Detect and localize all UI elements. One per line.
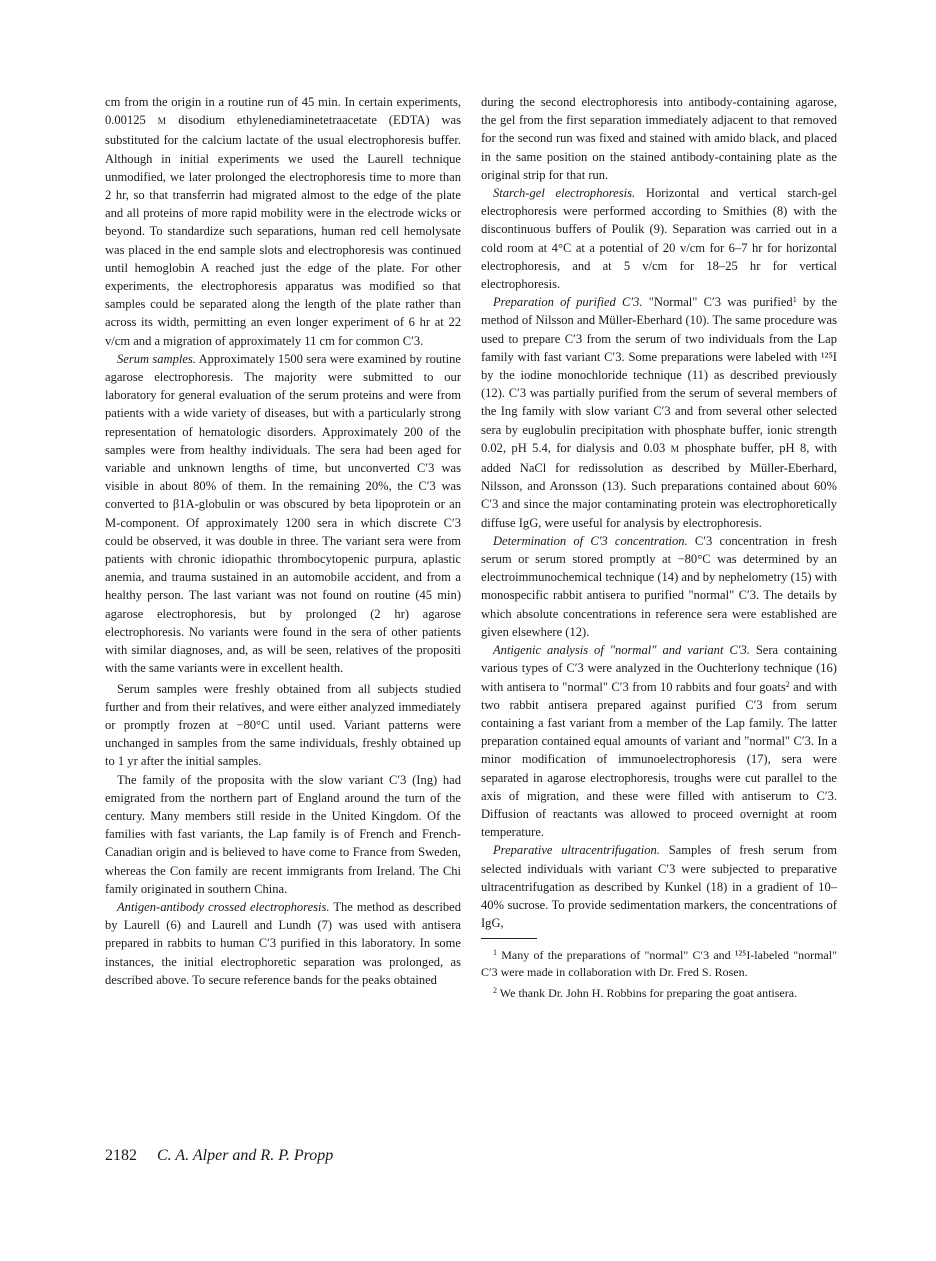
page-number: 2182 (105, 1147, 137, 1164)
section-heading-purified-c3: Preparation of purified C′3. (493, 295, 643, 310)
text-run: Sera containing various types of C′3 were analyzed in the Ouchterlony technique (16) with antisera to "normal" C′3 from 10 rabbits and four goats (481, 643, 837, 694)
paragraph-serum-samples (105, 350, 461, 678)
text-run: The family of the proposita with the slow variant C′3 (Ing) had emigrated from the northern part of England around the turn of the century. Many members still reside in the United Kingdom. Of the families with fast variants, the Lap family is of French and French-Canadian origin and is believed to have come to France from Sweden, whereas the Con family are recent immigrants from Ireland. The Chi family originated in southern China. (105, 772, 461, 896)
paragraph-fresh-samples (105, 680, 461, 771)
text-run: Horizontal and vertical starch-gel electrophoresis were performed according to Smithies (8) with the discontinuous buffers of Poulik (9). Separation was carried out in a cold room at 4°C at a potential of 20 v/cm for 6–7 hr for horizontal electrophoresis, and at 5 v/cm for 18–25 hr for vertical electrophoresis. (481, 186, 837, 292)
text-run: The method as described by Laurell (6) and Laurell and Lundh (7) was used with antisera prepared in rabbits to human C′3 purified in this laboratory. In some instances, the initial electrophoretic separation was prolonged, as described above. To secure reference bands for the peaks obtained (105, 899, 461, 987)
section-heading-c3-concentration: Determination of C′3 concentration. (493, 533, 688, 548)
footnote-ref-1: 1 (792, 295, 797, 305)
paragraph-ultracentrifugation (481, 841, 837, 932)
paragraph-families (105, 771, 461, 898)
paragraph-electrophoresis-continued (105, 93, 461, 350)
text-run: C′3 concentration in fresh serum or serum stored promptly at −80°C was determined by an electroimmunochemical technique (14) and by nephelometry (15) with monospecific rabbit antisera to purified "normal" C′3. The details by which absolute concentrations in reference sera were established are given elsewhere (12). (481, 533, 838, 639)
text-run: during the second electrophoresis into antibody-containing agarose, the gel from the first separation immediately adjacent to that removed for the second run was fixed and stained with amido black, and placed in the same position on the stained antibody-containing plate as the original strip for that run. (481, 95, 837, 182)
footnote-divider (481, 938, 537, 939)
footnote-2 (481, 985, 837, 1002)
footnote-mark: 1 (493, 948, 497, 958)
footnote-1 (481, 947, 837, 981)
left-column (105, 93, 461, 989)
molar-unit: M (157, 117, 167, 128)
section-heading-ultracentrifugation: Preparative ultracentrifugation. (493, 843, 660, 858)
text-run: Serum samples were freshly obtained from all subjects studied further and from their relatives, and were either analyzed immediately or promptly frozen at −80°C until used. Variant patterns were unchanged in samples from the same individuals, freshly obtained up to 1 yr after the initial samples. (105, 681, 461, 769)
text-run: phosphate buffer, pH 8, with added NaCl for redissolution as described by Müller-Eberhard, Nilsson, and Aronsson (13). Such preparations contained about 60% C′3 and since the major contaminating protein was electrophoretically diffuse IgG, were useful for analysis by electrophoresis. (481, 440, 837, 530)
text-run: Approximately 1500 sera were examined by routine agarose electrophoresis. The majority were submitted to our laboratory for general evaluation of the serum proteins and were from patients with a wide variety of diseases, but with a particularly strong representation of hematologic disorders. Approximately 200 of the samples were from healthy individuals. The sera had been aged for variable and unknown lengths of time, but unconverted C′3 was visible in about 80% of them. In the remaining 20%, the C′3 was converted to β1A-globulin or was obscured by beta lipoprotein or an M-component. Of approximately 1200 sera in which discrete C′3 could be observed, it was double in three. The variant sera were from patients with chronic idiopathic thrombocytopenic purpura, aplastic anemia, and trauma sustained in an automobile accident, and from a healthy person. The last variant was not found on routine (45 min) agarose electrophoresis, but by prolonged (2 hr) agarose electrophoresis. No variants were found in the sera of other patients with similar diagnoses, and, as will be seen, relatives of the propositi with the same variants were in excellent health. (105, 351, 461, 676)
paragraph-crossed-electrophoresis (105, 898, 461, 989)
text-run: Samples of fresh serum from selected individuals with variant C′3 were subjected to preparative ultracentrifugation as described by Kunkel (18) in a gradient of 10–40% sucrose. To provide sedimentation markers, the concentrations of IgG, (481, 843, 837, 931)
page-footer (105, 1147, 333, 1165)
text-run: by the method of Nilsson and Müller-Eberhard (10). The same procedure was used to prepare C′3 from the serum of two individuals from the Lap family with fast variant C′3. Some preparations were labeled with ¹²⁵I by the iodine monochloride technique (11) as described previously (12). C′3 was partially purified from the serum of several members of the Ing family with slow variant C′3 and from several other selected sera by euglobulin precipitation with phosphate buffer, ionic strength 0.02, pH 5.4, for dialysis and 0.03 (481, 295, 838, 455)
paragraph-purified-c3 (481, 293, 837, 532)
text-run: and with two rabbit antisera prepared against purified C′3 from serum containing a fast variant from a member of the Lap family. The latter preparation contained equal amounts of variant and "normal" C′3. In a minor modification of immunoelectrophoresis (17), sera were separated in agarose electrophoresis, troughs were cut parallel to the axis of migration, and these were filled with antiserum to C′3. Diffusion of reactants was allowed to proceed overnight at room temperature. (481, 679, 837, 840)
footnote-text: Many of the preparations of "normal" C′3 and ¹²⁵I-labeled "normal" C′3 were made in collaboration with Dr. Fred S. Rosen. (481, 948, 837, 980)
section-heading-starch-gel: Starch-gel electrophoresis. (493, 186, 636, 201)
text-run: cm from the origin in a routine run of 45 min. In certain experiments, 0.00125 (105, 95, 461, 128)
section-heading-crossed-electrophoresis: Antigen-antibody crossed electrophoresis. (117, 899, 330, 914)
footnote-mark: 2 (493, 985, 497, 995)
footnote-text: We thank Dr. John H. Robbins for preparing the goat antisera. (497, 985, 798, 1000)
text-run: disodium ethylenediaminetetraacetate (EDTA) was substituted for the calcium lactate of the usual electrophoresis buffer. Although in initial experiments we used the Laurell technique unmodified, we later prolonged the electrophoresis time to more than 2 hr, so that transferrin had migrated almost to the edge of the plate and all proteins of more rapid mobility were in the electrode wicks or beyond. To standardize such separations, human red cell hemolysate was placed in the end sample slots and electrophoresis was continued until hemoglobin A reached just the edge of the plate. For other experiments, the electrophoresis apparatus was modified so that samples could be separated along the length of the plate rather than across its width, permitting an even longer experiment of 6 hr at 22 v/cm and a migration of approximately 11 cm for common C′3. (105, 113, 461, 348)
section-heading-antigenic-analysis: Antigenic analysis of "normal" and variant C′3. (493, 643, 750, 658)
section-heading-serum-samples: Serum samples. (117, 351, 196, 366)
molar-unit: M (670, 444, 680, 455)
paragraph-antigenic-analysis (481, 641, 837, 841)
right-column (481, 93, 837, 1006)
paragraph-reference-bands-continued (481, 93, 837, 184)
paragraph-c3-concentration (481, 532, 837, 641)
footnote-ref-2: 2 (785, 679, 790, 689)
paragraph-starch-gel (481, 184, 837, 293)
running-authors: C. A. Alper and R. P. Propp (157, 1147, 334, 1164)
text-run: "Normal" C′3 was purified (642, 295, 793, 310)
